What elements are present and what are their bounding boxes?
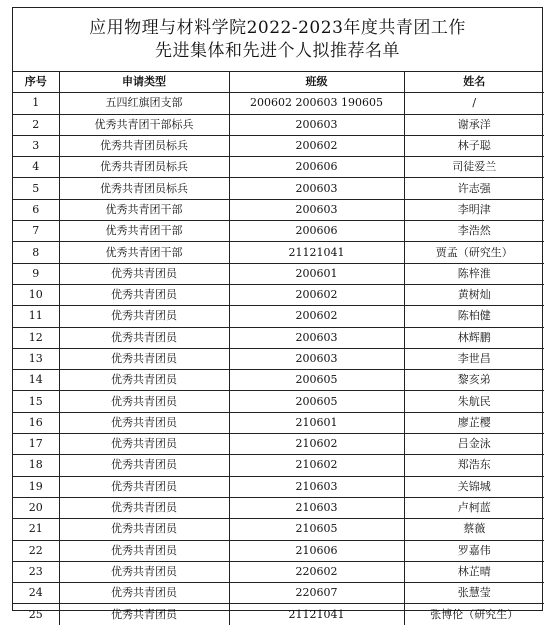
cell-class: 210602 [229,455,404,476]
cell-name: 李世昌 [404,348,544,369]
table-row [13,455,544,476]
cell-application-type: 优秀共青团员 [59,348,229,369]
cell-application-type: 优秀共青团员 [59,540,229,561]
header-name: 姓名 [404,72,544,93]
cell-index: 15 [13,391,59,412]
cell-index: 8 [13,242,59,263]
cell-class: 200602 [229,306,404,327]
cell-class: 200605 [229,370,404,391]
table-row [13,497,544,518]
cell-class: 200603 [229,178,404,199]
table-row [13,370,544,391]
table-row [13,221,544,242]
cell-index: 17 [13,434,59,455]
cell-name: 李浩然 [404,221,544,242]
table-row [13,391,544,412]
table-body [13,93,544,625]
cell-name: 林子聪 [404,135,544,156]
cell-class: 200603 [229,327,404,348]
cell-name: 郑浩东 [404,455,544,476]
cell-name: 黎亥弟 [404,370,544,391]
cell-index: 1 [13,93,59,114]
cell-class: 220602 [229,561,404,582]
title-line-2: 先进集体和先进个人拟推荐名单 [155,40,400,61]
table-row [13,434,544,455]
cell-index: 6 [13,199,59,220]
table-row [13,242,544,263]
cell-class: 210602 [229,434,404,455]
cell-index: 18 [13,455,59,476]
cell-name: 林芷晴 [404,561,544,582]
cell-application-type: 优秀共青团员 [59,263,229,284]
cell-index: 10 [13,284,59,305]
cell-application-type: 优秀共青团员标兵 [59,178,229,199]
cell-name: 朱航民 [404,391,544,412]
table-row [13,114,544,135]
cell-name: 谢承洋 [404,114,544,135]
cell-application-type: 优秀共青团员 [59,519,229,540]
cell-application-type: 优秀共青团员 [59,583,229,604]
cell-index: 3 [13,135,59,156]
cell-index: 25 [13,604,59,625]
cell-class: 200606 [229,157,404,178]
nominee-table [13,72,544,625]
cell-class: 200602 [229,284,404,305]
cell-application-type: 优秀共青团干部 [59,199,229,220]
cell-class: 200603 [229,114,404,135]
cell-index: 19 [13,476,59,497]
cell-class: 200605 [229,391,404,412]
cell-application-type: 优秀共青团员 [59,497,229,518]
table-row [13,412,544,433]
cell-name: 贾孟（研究生） [404,242,544,263]
cell-application-type: 优秀共青团员 [59,455,229,476]
cell-application-type: 优秀共青团干部 [59,221,229,242]
table-row [13,178,544,199]
cell-class: 200601 [229,263,404,284]
header-application-type: 申请类型 [59,72,229,93]
table-row [13,540,544,561]
table-row [13,199,544,220]
table-row [13,306,544,327]
table-row [13,583,544,604]
cell-index: 9 [13,263,59,284]
cell-class: 200606 [229,221,404,242]
cell-class: 200602 [229,135,404,156]
cell-index: 5 [13,178,59,199]
cell-name: 陈梓淮 [404,263,544,284]
table-row [13,284,544,305]
cell-name: 林辉鹏 [404,327,544,348]
table-row [13,561,544,582]
table-row [13,476,544,497]
cell-name: 许志强 [404,178,544,199]
cell-name: 司徒爱兰 [404,157,544,178]
cell-index: 2 [13,114,59,135]
cell-class: 200603 [229,348,404,369]
cell-index: 14 [13,370,59,391]
cell-name: 张慧莹 [404,583,544,604]
title-line-1: 应用物理与材料学院2022-2023年度共青团工作 [89,17,466,38]
cell-name: 廖芷樱 [404,412,544,433]
cell-class: 220607 [229,583,404,604]
header-class: 班级 [229,72,404,93]
cell-application-type: 优秀共青团员 [59,327,229,348]
cell-class: 210603 [229,497,404,518]
nomination-sheet [12,7,543,621]
table-row [13,604,544,625]
cell-name: 卢柯蓝 [404,497,544,518]
cell-class: 210606 [229,540,404,561]
cell-name: 罗嘉伟 [404,540,544,561]
cell-class: 210603 [229,476,404,497]
cell-class: 200603 [229,199,404,220]
cell-class: 200602 200603 190605 [229,93,404,114]
cell-index: 12 [13,327,59,348]
cell-name: 陈柏健 [404,306,544,327]
table-row [13,135,544,156]
cell-application-type: 优秀共青团干部 [59,242,229,263]
cell-index: 4 [13,157,59,178]
cell-application-type: 优秀共青团员 [59,412,229,433]
cell-index: 23 [13,561,59,582]
cell-index: 21 [13,519,59,540]
cell-class: 210601 [229,412,404,433]
cell-name: 黄树灿 [404,284,544,305]
cell-name: 吕金泳 [404,434,544,455]
cell-application-type: 优秀共青团员 [59,604,229,625]
cell-class: 21121041 [229,604,404,625]
cell-index: 13 [13,348,59,369]
cell-name: 关锦城 [404,476,544,497]
header-index: 序号 [13,72,59,93]
cell-application-type: 优秀共青团员 [59,284,229,305]
table-row [13,93,544,114]
cell-application-type: 优秀共青团员 [59,306,229,327]
table-row [13,519,544,540]
cell-index: 20 [13,497,59,518]
cell-application-type: 优秀共青团员 [59,476,229,497]
cell-application-type: 五四红旗团支部 [59,93,229,114]
cell-index: 7 [13,221,59,242]
cell-application-type: 优秀共青团员标兵 [59,135,229,156]
cell-name: 张博伦（研究生） [404,604,544,625]
cell-class: 21121041 [229,242,404,263]
cell-name: 李明津 [404,199,544,220]
cell-class: 210605 [229,519,404,540]
cell-application-type: 优秀共青团员标兵 [59,157,229,178]
table-header-row [13,72,544,93]
cell-application-type: 优秀共青团员 [59,561,229,582]
cell-application-type: 优秀共青团干部标兵 [59,114,229,135]
cell-application-type: 优秀共青团员 [59,370,229,391]
table-row [13,348,544,369]
table-row [13,157,544,178]
cell-index: 16 [13,412,59,433]
cell-application-type: 优秀共青团员 [59,434,229,455]
cell-index: 11 [13,306,59,327]
cell-application-type: 优秀共青团员 [59,391,229,412]
document-title [13,8,542,72]
cell-index: 24 [13,583,59,604]
table-row [13,263,544,284]
table-row [13,327,544,348]
cell-index: 22 [13,540,59,561]
cell-name: / [404,93,544,114]
cell-name: 蔡薇 [404,519,544,540]
